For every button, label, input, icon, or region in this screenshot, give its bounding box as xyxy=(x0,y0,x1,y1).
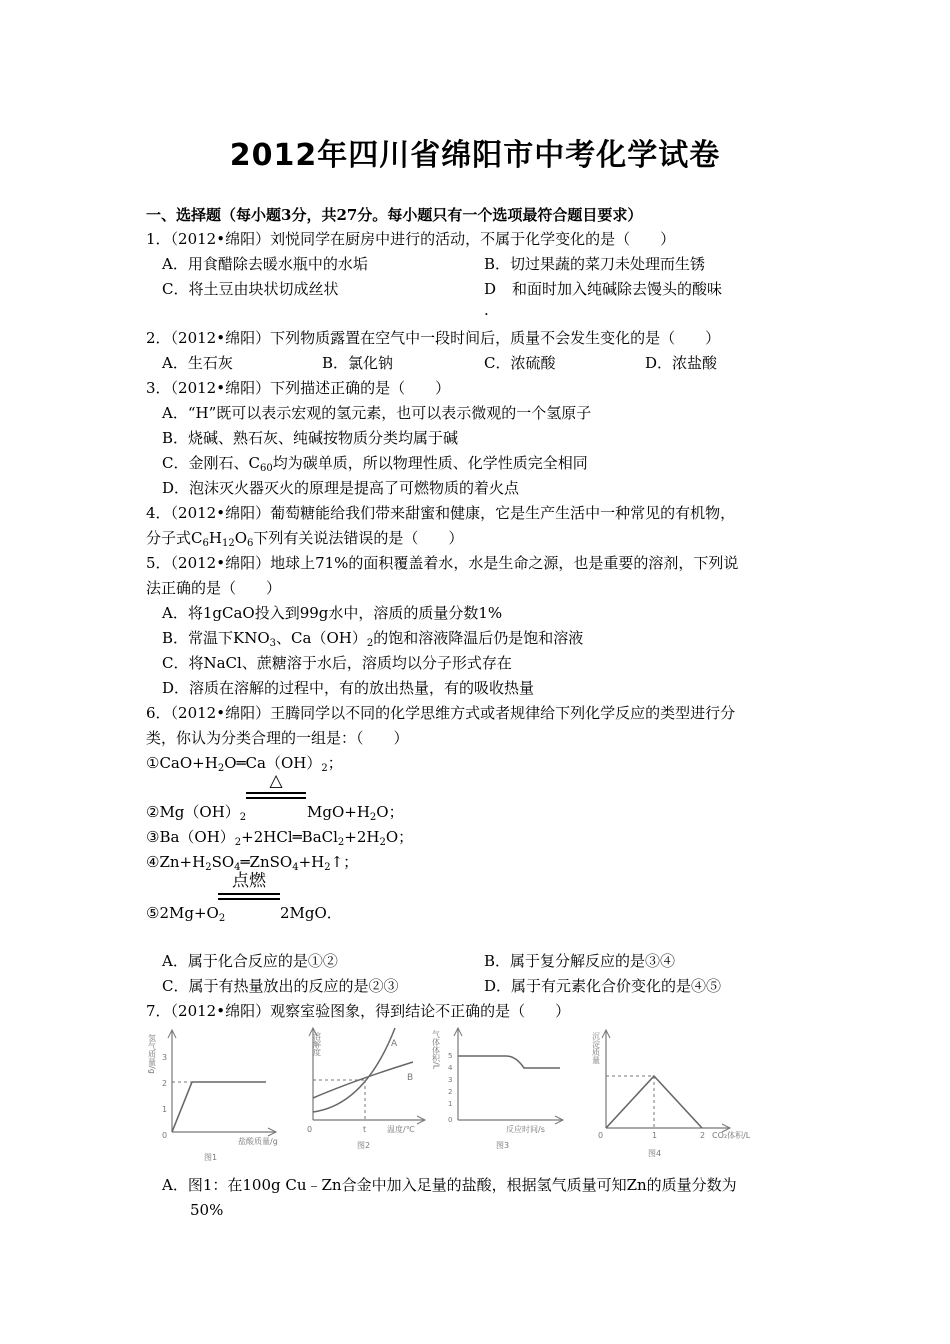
figure-3-caption: 图3 xyxy=(496,1141,510,1150)
reaction-5-equals-bottom xyxy=(218,898,280,900)
question-1-option-b: B．切过果蔬的菜刀未处理而生锈 xyxy=(484,255,706,273)
question-1-stem: 1．（2012•绵阳）刘悦同学在厨房中进行的活动，不属于化学变化的是（ ） xyxy=(146,230,676,248)
question-7-option-a-line1: A．图1：在100g Cu﹣Zn合金中加入足量的盐酸，根据氢气质量可知Zn的质量分数为 xyxy=(162,1176,737,1194)
question-1-option-d-label: D xyxy=(484,280,497,298)
figure-4-caption: 图4 xyxy=(648,1149,662,1158)
section-heading: 一、选择题（每小题3分，共27分。每小题只有一个选项最符合题目要求） xyxy=(146,206,643,224)
question-2-option-a: A．生石灰 xyxy=(162,354,233,372)
question-5-stem-line2: 法正确的是（ ） xyxy=(146,579,282,597)
figure-1-tick-1: 1 xyxy=(162,1105,168,1114)
question-2-option-b: B．氯化钠 xyxy=(322,354,394,372)
question-5-option-c: C．将NaCl、蔗糖溶于水后，溶质均以分子形式存在 xyxy=(162,654,512,672)
question-6-option-c: C．属于有热量放出的反应的是②③ xyxy=(162,977,399,995)
figure-3-curve xyxy=(458,1056,560,1068)
figure-2-curve-a xyxy=(313,1028,395,1112)
reaction-2-equals-bottom xyxy=(246,797,306,799)
question-5-stem-line1: 5．（2012•绵阳）地球上71%的面积覆盖着水，水是生命之源，也是重要的溶剂，下列说 xyxy=(146,554,739,572)
figure-2-xlabel: 温度/℃ xyxy=(387,1125,415,1134)
question-1-option-c: C．将土豆由块状切成丝状 xyxy=(162,280,339,298)
figure-1 xyxy=(146,1020,286,1170)
question-4-stem-line1: 4．（2012•绵阳）葡萄糖能给我们带来甜蜜和健康，它是生产生活中一种常见的有机物， xyxy=(146,504,736,522)
reaction-2-equals-top xyxy=(246,792,306,794)
figure-1-tick-0: 0 xyxy=(162,1131,168,1140)
figure-3-axes xyxy=(454,1028,563,1124)
figure-3-tick-1: 1 xyxy=(448,1100,453,1108)
figure-2-ylabel: 溶解度 xyxy=(312,1032,322,1056)
figure-4 xyxy=(590,1020,765,1170)
figure-2-curve-b-label: B xyxy=(407,1073,414,1083)
reaction-3: $③Ba(OH)_2+2HCl═BaCl_2+2H_2O$； xyxy=(146,828,414,848)
question-3-stem: 3．（2012•绵阳）下列描述正确的是（ ） xyxy=(146,379,451,397)
question-1-option-d: 和面时加入纯碱除去馒头的酸味 xyxy=(512,280,723,298)
figure-3-tick-5: 5 xyxy=(448,1052,453,1060)
heat-condition: △ xyxy=(269,771,283,791)
figure-4-ylabel: 沉淀质量 xyxy=(591,1032,601,1064)
question-6-option-a: A．属于化合反应的是①② xyxy=(162,952,338,970)
question-6-option-b: B．属于复分解反应的是③④ xyxy=(484,952,676,970)
figure-4-xlabel: CO₂体积/L xyxy=(712,1131,751,1140)
figure-1-xlabel: 盐酸质量/g xyxy=(238,1137,278,1146)
figure-2 xyxy=(295,1020,435,1170)
reaction-2-product: $MgO+H_2O$； xyxy=(307,803,404,823)
question-5-option-d: D．溶质在溶解的过程中，有的放出热量，有的吸收热量 xyxy=(162,679,535,697)
question-6-stem-line1: 6．（2012•绵阳）王腾同学以不同的化学思维方式或者规律给下列化学反应的类型进行分 xyxy=(146,704,736,722)
figure-3-tick-2: 2 xyxy=(448,1088,453,1096)
figure-2-tick-0: 0 xyxy=(307,1125,313,1134)
figure-4-tick-1: 1 xyxy=(652,1131,658,1140)
page-title: 2012年四川省绵阳市中考化学试卷 xyxy=(229,138,721,173)
figure-1-tick-3: 3 xyxy=(162,1053,168,1062)
question-2-option-d: D．浓盐酸 xyxy=(645,354,718,372)
figure-2-tick-t: t xyxy=(363,1125,367,1134)
question-3-option-d: D．泡沫灭火器灭火的原理是提高了可燃物质的着火点 xyxy=(162,479,520,497)
question-5-option-a: A．将1gCaO投入到99g水中，溶质的质量分数1% xyxy=(162,604,503,622)
figure-4-tick-2: 2 xyxy=(700,1131,706,1140)
question-6-option-d: D．属于有元素化合价变化的是④⑤ xyxy=(484,977,722,995)
figure-3-tick-0: 0 xyxy=(448,1116,453,1124)
question-4-stem-line2: 分子式$C_6H_{12}O_6$下列有关说法错误的是（ ） xyxy=(146,529,464,549)
question-5-option-b: B．常温下$KNO_3$、$Ca(OH)_2$的饱和溶液降温后仍是饱和溶液 xyxy=(162,629,584,649)
reaction-5-product: 2MgO． xyxy=(280,904,342,922)
question-7-option-a-line2: 50% xyxy=(190,1201,224,1219)
figure-3-tick-4: 4 xyxy=(448,1064,453,1072)
question-1-option-d-dot: . xyxy=(484,301,489,319)
reaction-5-equals-top xyxy=(218,893,280,895)
question-3-option-c: C．金刚石、$C_{60}$均为碳单质，所以物理性质、化学性质完全相同 xyxy=(162,454,588,474)
question-3-option-b: B．烧碱、熟石灰、纯碱按物质分类均属于碱 xyxy=(162,429,459,447)
reaction-4: $④Zn+H_2SO_4═ZnSO_4+H_2↑$； xyxy=(146,853,359,873)
figure-3 xyxy=(428,1020,568,1170)
reaction-2-reactant: $②Mg(OH)_2$ xyxy=(146,803,247,823)
question-7-stem: 7．（2012•绵阳）观察室验图象，得到结论不正确的是（ ） xyxy=(146,1002,571,1020)
question-1-option-a: A．用食醋除去暖水瓶中的水垢 xyxy=(162,255,368,273)
ignition-condition: 点燃 xyxy=(232,871,266,891)
figure-1-ylabel: 氢气质量/g xyxy=(147,1034,157,1074)
figure-4-axes xyxy=(602,1030,730,1132)
question-3-option-a: A．“H”既可以表示宏观的氢元素，也可以表示微观的一个氢原子 xyxy=(162,404,592,422)
figure-3-ylabel: 气体体积/L xyxy=(431,1030,441,1070)
figure-2-curve-a-label: A xyxy=(391,1039,398,1049)
figure-3-xlabel: 反应时间/s xyxy=(506,1125,545,1134)
question-2-option-c: C．浓硫酸 xyxy=(484,354,556,372)
figure-1-caption: 图1 xyxy=(204,1153,218,1162)
question-6-stem-line2: 类，你认为分类合理的一组是：（ ） xyxy=(146,729,409,747)
reaction-1: $①CaO+H_2O═Ca(OH)_2$； xyxy=(146,754,343,774)
figure-1-tick-2: 2 xyxy=(162,1079,168,1088)
reaction-5-reactant: $⑤2Mg+O_2$ xyxy=(146,904,226,924)
figure-3-tick-3: 3 xyxy=(448,1076,453,1084)
figure-4-tick-0: 0 xyxy=(598,1131,604,1140)
figure-2-caption: 图2 xyxy=(357,1141,371,1150)
question-2-stem: 2．（2012•绵阳）下列物质露置在空气中一段时间后，质量不会发生变化的是（ ） xyxy=(146,329,721,347)
figure-1-axes xyxy=(168,1030,276,1136)
figure-1-curve xyxy=(172,1082,266,1132)
